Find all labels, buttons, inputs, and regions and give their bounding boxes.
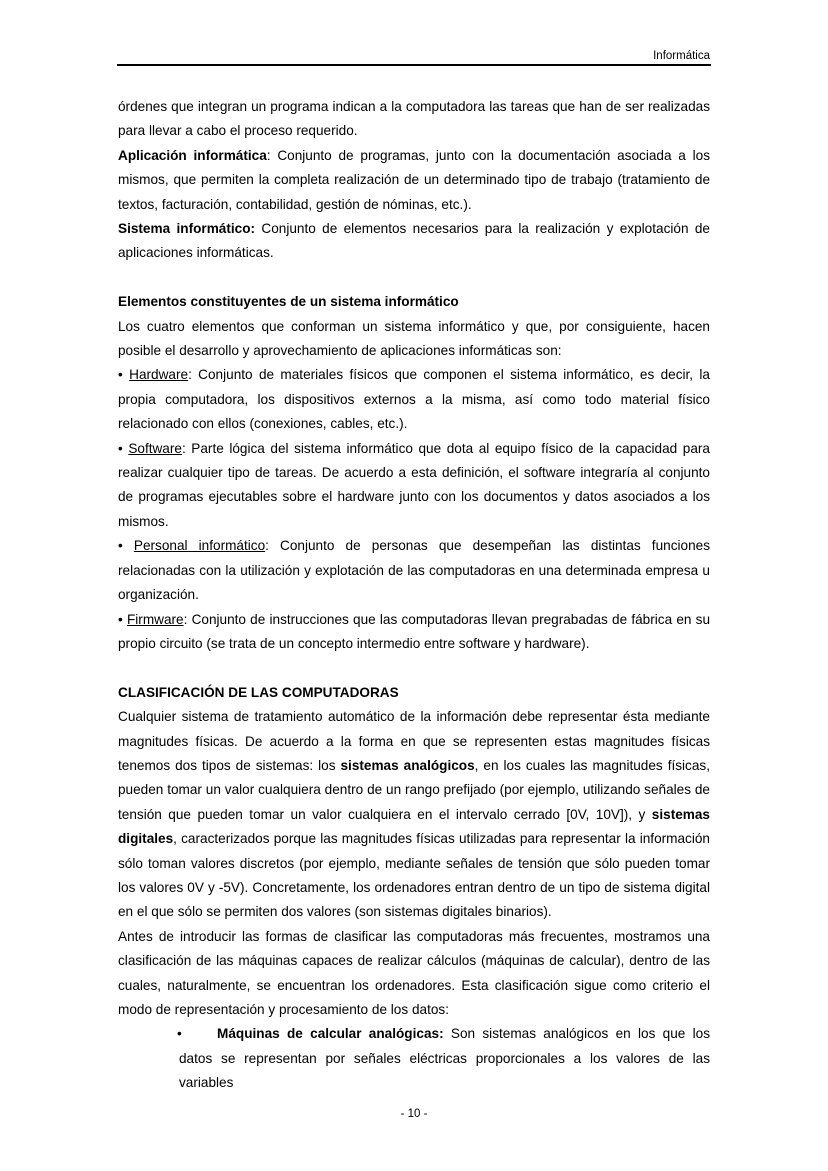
definition-term: Sistema informático: <box>118 221 256 237</box>
list-item-personal <box>118 534 710 607</box>
list-term: Personal informático <box>133 538 266 554</box>
bullet: • <box>118 611 123 627</box>
bullet: • <box>118 367 123 383</box>
definition-sistema <box>118 217 710 266</box>
bullet: • <box>118 538 123 554</box>
header-rule <box>117 64 711 66</box>
page-number: - 10 - <box>400 1108 428 1120</box>
running-header: Informática <box>653 50 710 62</box>
list-text: : Conjunto de personas que desempeñan las distintas funciones relacionadas con la utilización y explotación de las computadoras en una determinada empresa u organización. <box>118 538 710 603</box>
section-heading: Elementos constituyentes de un sistema informático <box>118 294 459 310</box>
bullet: • <box>177 1026 182 1042</box>
list-text: : Conjunto de instrucciones que las computadoras llevan pregrabadas de fábrica en su propio circuito (se trata de un concepto intermedio entre software y hardware). <box>118 611 710 651</box>
definition-term: Aplicación informática <box>118 147 267 163</box>
list-text: : Conjunto de materiales físicos que componen el sistema informático, es decir, la propia computadora, los dispositivos externos a la misma, así como todo material físico relacionado con ellos (conexiones, cables, etc.). <box>118 367 710 432</box>
paragraph: Antes de introducir las formas de clasificar las computadoras más frecuentes, mostramos una clasificación de las máquinas capaces de realizar cálculos (máquinas de calcular), dentro de las cuales, naturalmente, se encuentran los ordenadores. Esta clasificación sigue como criterio el modo de representación y procesamiento de los datos: <box>118 928 710 1017</box>
definition-text: Conjunto de elementos necesarios para la realización y explotación de aplicaciones informáticas. <box>118 221 710 261</box>
list-item-analogicas <box>118 1022 710 1095</box>
list-term: Máquinas de calcular analógicas: <box>217 1026 444 1042</box>
paragraph: Los cuatro elementos que conforman un sistema informático y que, por consiguiente, hacen posible el desarrollo y aprovechamiento de aplicaciones informáticas son: <box>118 318 710 359</box>
paragraph: Cualquier sistema de tratamiento automático de la información debe representar ésta mediante magnitudes físicas. De acuerdo a la forma en que se representen estas magnitudes físicas tenemos dos tipos de sistemas: los sistemas analógicos, en los cuales las magnitudes físicas, pueden tomar un valor cualquiera dentro de un rango prefijado (por ejemplo, utilizando señales de tensión que pueden tomar un valor cualquiera en el intervalo cerrado [0V, 10V]), y sistemas digitales, caracterizados porque las magnitudes físicas utilizadas para representar la información sólo toman valores discretos (por ejemplo, mediante señales de tensión que sólo pueden tomar los valores 0V y -5V). Concretamente, los ordenadores entran dentro de un tipo de sistema digital en el que sólo se permiten dos valores (son sistemas digitales binarios). <box>118 709 710 920</box>
list-item-firmware <box>118 608 710 657</box>
spacer <box>118 266 710 290</box>
list-text: Son sistemas analógicos en los que los datos se representan por señales eléctricas proporcionales a los valores de las variables <box>179 1026 710 1091</box>
list-text: : Parte lógica del sistema informático que dota al equipo físico de la capacidad para realizar cualquier tipo de tareas. De acuerdo a esta definición, el software integraría al conjunto de programas ejecutables sobre el hardware junto con los documentos y datos asociados a los mismos. <box>118 440 710 529</box>
list-term: Software <box>128 440 182 456</box>
spacer <box>118 656 710 680</box>
list-item-software <box>118 437 710 535</box>
definition-text: : Conjunto de programas, junto con la documentación asociada a los mismos, que permiten la completa realización de un determinado tipo de trabajo (tratamiento de textos, facturación, contabilidad, gestión de nóminas, etc.). <box>118 147 710 212</box>
list-term: Hardware <box>129 367 189 383</box>
list-item-hardware <box>118 363 710 436</box>
paragraph: órdenes que integran un programa indican a la computadora las tareas que han de ser realizadas para llevar a cabo el proceso requerido. <box>118 99 710 139</box>
bullet: • <box>118 440 123 456</box>
definition-aplicacion <box>118 144 710 217</box>
section-heading: CLASIFICACIÓN DE LAS COMPUTADORAS <box>118 684 399 700</box>
list-term: Firmware <box>126 611 184 627</box>
page-body <box>118 95 710 1096</box>
